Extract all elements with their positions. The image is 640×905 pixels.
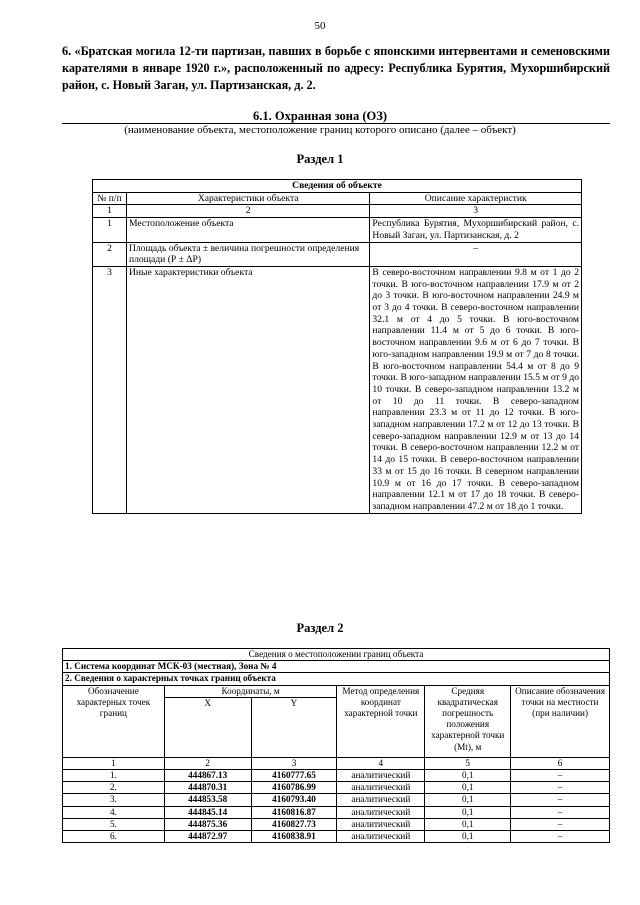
point-x: 444867.13 (164, 770, 251, 782)
index-cell: 1 (93, 205, 127, 218)
section2-title: Раздел 2 (296, 621, 344, 635)
table-title: Сведения об объекте (93, 180, 582, 193)
table-row (93, 266, 582, 513)
row-number: 1 (93, 218, 127, 242)
page-number: 50 (314, 20, 326, 32)
point-y: 4160827.73 (251, 818, 337, 830)
point-x: 444870.31 (164, 782, 251, 794)
point-method: аналитический (337, 806, 425, 818)
header-y: Y (251, 697, 337, 757)
table-row (63, 818, 610, 830)
point-description: – (511, 794, 610, 806)
point-description: – (511, 782, 610, 794)
row-description: В северо-восточном направлении 9.8 м от 1 до 2 точки. В юго-восточном направлении 17.9 м от 2 до 3 точки. В юго-восточном направлении 24.9 м от 3 до 4 точки. В северо-восточном направлении 32.1 м от 4 до 5 точки. В юго-восточном направлении 11.4 м от 5 до 6 точки. В юго-восточном направлении 9.6 м от 6 до 7 точки. В юго-западном направлении 19.9 м от 7 до 8 точки. В юго-восточном направлении 54.4 м от 8 до 9 точки. В юго-западном направлении 15.5 м от 9 до 10 точки. В северо-западном направлении 13.2 м от 10 до 11 точки. В северо-западном направлении 23.3 м от 11 до 12 точки. В юго-западном направлении 17.2 м от 12 до 13 точки. В северо-западном направлении 12.9 м от 13 до 14 точки. В северо-восточном направлении 12.2 м от 14 до 15 точки. В северо-восточном направлении 33 м от 15 до 16 точки. В северном направлении 10.9 м от 16 до 17 точки. В северо-западном направлении 12.1 м от 17 до 18 точки. В северо-западном направлении 47.2 м от 18 до 1 точки. (370, 266, 582, 513)
table-row (63, 806, 610, 818)
object-heading: 6. «Братская могила 12-ти партизан, павших в борьбе с японскими интервентами и семеновскими карателями в январе 1920 г.», расположенный по адресу: Республика Бурятия, Мухоршибирский район, с. Новый Заган, ул. Партизанская, д. 2. (62, 44, 610, 92)
point-method: аналитический (337, 782, 425, 794)
point-number: 5. (63, 818, 165, 830)
header-cell: № п/п (93, 192, 127, 205)
points-title: 2. Сведения о характерных точках границ объекта (63, 673, 610, 685)
point-method: аналитический (337, 818, 425, 830)
point-description: – (511, 770, 610, 782)
section1-title: Раздел 1 (296, 152, 344, 166)
header-x: X (164, 697, 251, 757)
table-row (93, 242, 582, 266)
zone-subnote: (наименование объекта, местоположение границ которого описано (далее – объект) (124, 124, 516, 136)
index-row (63, 757, 610, 769)
row-characteristic: Площадь объекта ± величина погрешности определения площади (Р ± ΔР) (126, 242, 369, 266)
index-cell: 6 (511, 757, 610, 769)
point-y: 4160793.40 (251, 794, 337, 806)
index-row (93, 205, 582, 218)
table-row (93, 218, 582, 242)
header-designation: Обозначение характерных точек границ (63, 685, 165, 757)
row-description: Республика Бурятия, Мухоршибирский район, с. Новый Заган, ул. Партизанская, д. 2 (370, 218, 582, 242)
point-y: 4160777.65 (251, 770, 337, 782)
point-accuracy: 0,1 (425, 806, 511, 818)
coordinate-system: 1. Система координат МСК-03 (местная), Зона № 4 (63, 661, 610, 673)
point-accuracy: 0,1 (425, 770, 511, 782)
header-description: Описание обозначения точки на местности (при наличии) (511, 685, 610, 757)
point-accuracy: 0,1 (425, 818, 511, 830)
index-cell: 3 (251, 757, 337, 769)
header-accuracy: Средняя квадратическая погрешность положения характерной точки (Mt), м (425, 685, 511, 757)
table-title-row (63, 649, 610, 661)
index-cell: 4 (337, 757, 425, 769)
point-x: 444853.58 (164, 794, 251, 806)
row-description: – (370, 242, 582, 266)
boundary-points-table (62, 648, 610, 843)
point-method: аналитический (337, 794, 425, 806)
points-title-row (63, 673, 610, 685)
table-title-row (93, 180, 582, 193)
point-y: 4160838.91 (251, 831, 337, 843)
header-row (93, 192, 582, 205)
row-characteristic: Иные характеристики объекта (126, 266, 369, 513)
point-y: 4160786.99 (251, 782, 337, 794)
index-cell: 5 (425, 757, 511, 769)
index-cell: 2 (164, 757, 251, 769)
table-row (63, 782, 610, 794)
point-number: 2. (63, 782, 165, 794)
header-cell: Характеристики объекта (126, 192, 369, 205)
point-x: 444845.14 (164, 806, 251, 818)
object-info-table (92, 179, 582, 514)
point-method: аналитический (337, 831, 425, 843)
point-description: – (511, 818, 610, 830)
header-method: Метод определения координат характерной точки (337, 685, 425, 757)
index-cell: 3 (370, 205, 582, 218)
point-description: – (511, 831, 610, 843)
row-number: 3 (93, 266, 127, 513)
header-coordinates: Координаты, м (164, 685, 337, 697)
header-cell: Описание характеристик (370, 192, 582, 205)
point-x: 444875.36 (164, 818, 251, 830)
point-accuracy: 0,1 (425, 782, 511, 794)
table-row (63, 794, 610, 806)
point-accuracy: 0,1 (425, 794, 511, 806)
index-cell: 2 (126, 205, 369, 218)
point-x: 444872.97 (164, 831, 251, 843)
point-number: 3. (63, 794, 165, 806)
point-description: – (511, 806, 610, 818)
point-accuracy: 0,1 (425, 831, 511, 843)
table-row (63, 770, 610, 782)
index-cell: 1 (63, 757, 165, 769)
row-number: 2 (93, 242, 127, 266)
point-method: аналитический (337, 770, 425, 782)
table-title: Сведения о местоположении границ объекта (63, 649, 610, 661)
point-y: 4160816.87 (251, 806, 337, 818)
header-row (63, 685, 610, 697)
point-number: 4. (63, 806, 165, 818)
row-characteristic: Местоположение объекта (126, 218, 369, 242)
zone-subheading: 6.1. Охранная зона (ОЗ) (252, 109, 387, 123)
coordinate-system-row (63, 661, 610, 673)
point-number: 6. (63, 831, 165, 843)
point-number: 1. (63, 770, 165, 782)
table-row (63, 831, 610, 843)
